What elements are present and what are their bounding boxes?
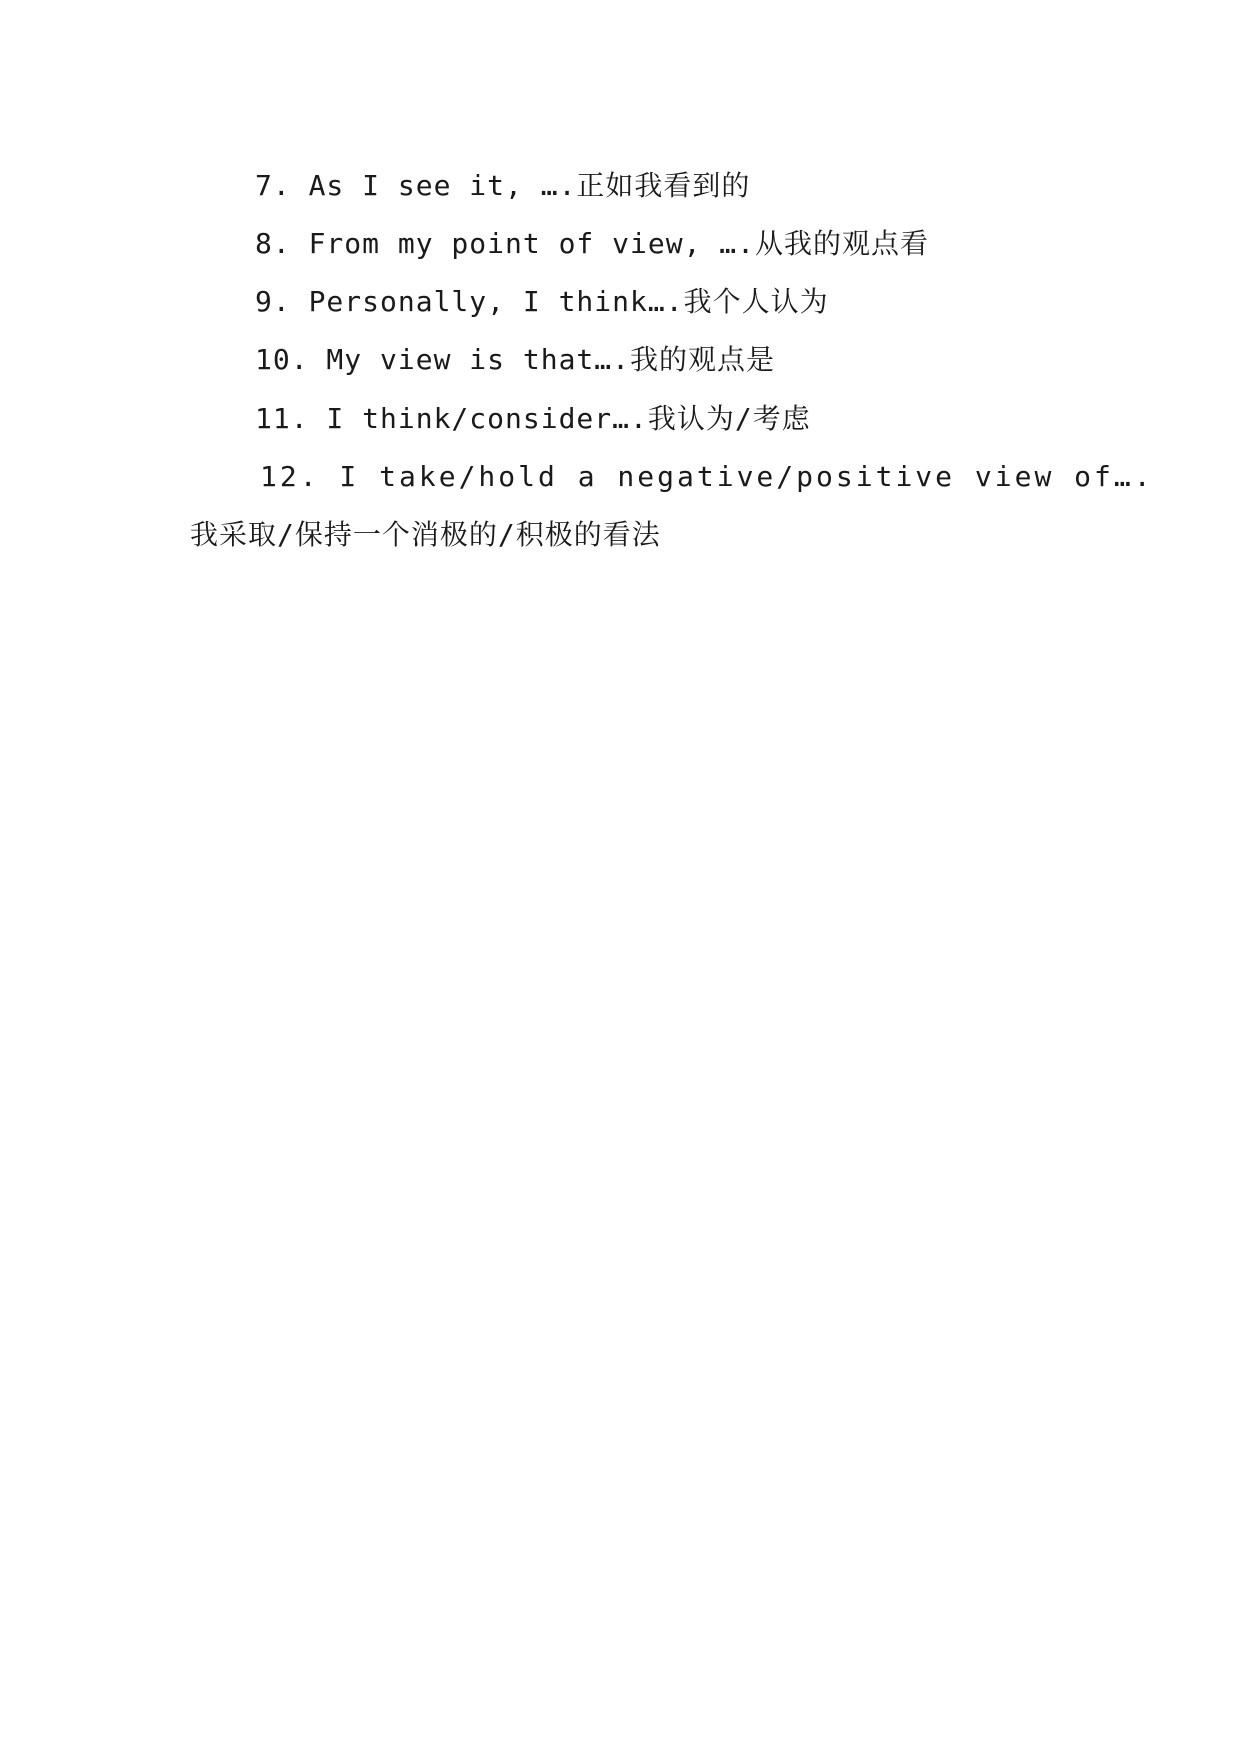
phrase-line-7: 7. As I see it, ….正如我看到的 [255, 169, 751, 202]
phrase-line-8: 8. From my point of view, ….从我的观点看 [255, 227, 930, 260]
phrase-line-12-continuation: 我采取/保持一个消极的/积极的看法 [190, 518, 661, 551]
phrase-line-12: 12. I take/hold a negative/positive view of…. [260, 460, 1154, 493]
phrase-line-11: 11. I think/consider….我认为/考虑 [255, 402, 811, 435]
phrase-line-9: 9. Personally, I think….我个人认为 [255, 285, 829, 318]
phrase-line-10: 10. My view is that….我的观点是 [255, 343, 776, 376]
